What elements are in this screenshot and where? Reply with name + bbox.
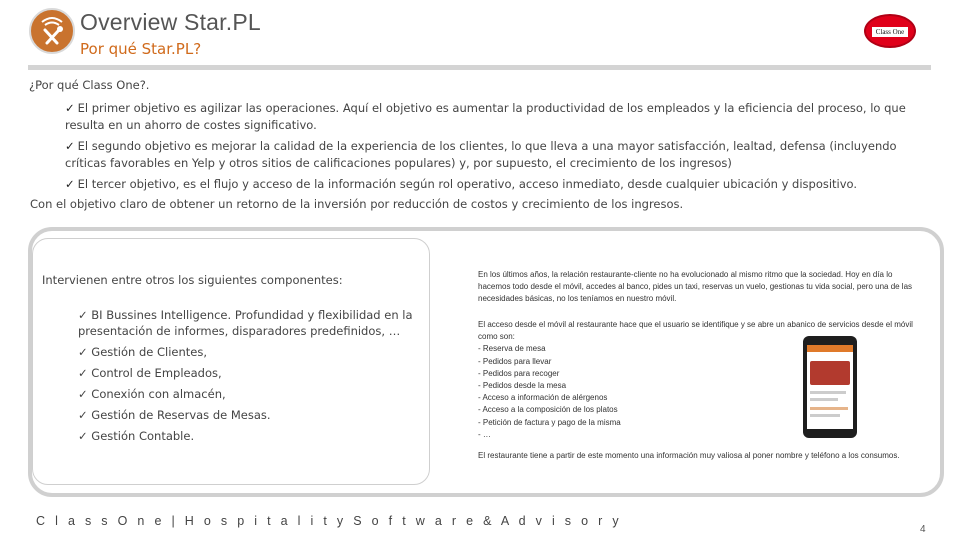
checkmark-icon: ✓ bbox=[65, 177, 75, 192]
service-item: - Pedidos desde la mesa bbox=[478, 381, 567, 391]
starpl-logo-icon bbox=[29, 8, 75, 54]
component-item: ✓ BI Bussines Intelligence. Profundidad y flexibilidad en la presentación de informes, disparadores predefinidos, … bbox=[78, 308, 413, 338]
objective-item: ✓ El primer objetivo es agilizar las operaciones. Aquí el objetivo es aumentar la productividad de los empleados y la eficiencia del proceso, lo que resulta en un ahorro de costes significativo. bbox=[65, 101, 906, 132]
food-image bbox=[810, 361, 850, 385]
market-paragraph: En los últimos años, la relación restaurante-cliente no ha evolucionado al mismo ritmo que la sociedad. Hoy en día lo hacemos todo desde el móvil, accedes al banco, pides un taxi, reservas un vuelo, gestionas tu vida social, pero una de las necesidades básicas, no los teníamos en nuestro móvil. bbox=[478, 270, 913, 304]
page-number: 4 bbox=[920, 524, 926, 535]
app-text-line bbox=[810, 391, 846, 394]
app-text-line bbox=[810, 398, 838, 401]
service-item: - Acceso a información de alérgenos bbox=[478, 393, 608, 403]
components-intro: Intervienen entre otros los siguientes componentes: bbox=[42, 273, 343, 287]
checkmark-icon: ✓ bbox=[78, 308, 92, 322]
component-item: ✓ Conexión con almacén, bbox=[78, 387, 226, 401]
component-item: ✓ Gestión Contable. bbox=[78, 429, 195, 443]
checkmark-icon: ✓ bbox=[78, 366, 92, 380]
service-item: - Acceso a la composición de los platos bbox=[478, 405, 618, 415]
header-divider bbox=[28, 65, 931, 70]
objectives-list bbox=[65, 100, 933, 197]
service-item: - Pedidos para recoger bbox=[478, 368, 560, 378]
intro-conclusion: Con el objetivo claro de obtener un retorno de la inversión por reducción de costos y crecimiento de los ingresos. bbox=[30, 197, 684, 211]
checkmark-icon: ✓ bbox=[78, 429, 92, 443]
checkmark-icon: ✓ bbox=[78, 387, 92, 401]
checkmark-icon: ✓ bbox=[65, 139, 75, 154]
service-item: - … bbox=[478, 429, 491, 439]
app-text-line bbox=[810, 414, 840, 417]
service-item: - Petición de factura y pago de la misma bbox=[478, 417, 621, 427]
service-item: - Reserva de mesa bbox=[478, 344, 546, 354]
page-title: Overview Star.PL bbox=[80, 9, 261, 35]
value-paragraph: El restaurante tiene a partir de este momento una información muy valiosa al poner nombre y teléfono a los consumos. bbox=[478, 451, 900, 460]
class-one-logo-text: Class One bbox=[872, 27, 908, 37]
phone-screen bbox=[807, 345, 853, 429]
class-one-logo bbox=[864, 14, 916, 48]
service-item: - Pedidos para llevar bbox=[478, 356, 552, 366]
component-item: ✓ Control de Empleados, bbox=[78, 366, 222, 380]
checkmark-icon: ✓ bbox=[65, 101, 75, 115]
objective-item: ✓ El tercer objetivo, es el flujo y acceso de la información según rol operativo, acceso inmediato, desde cualquier ubicación y dispositivo. bbox=[65, 177, 858, 192]
checkmark-icon: ✓ bbox=[78, 408, 92, 422]
services-intro: El acceso desde el móvil al restaurante hace que el usuario se identifique y se abre un abanico de servicios desde el móvil como son: bbox=[478, 320, 913, 342]
page-subtitle: Por qué Star.PL? bbox=[80, 40, 202, 58]
footer-text: C l a s s O n e | H o s p i t a l i t y S o f t w a r e & A d v i s o r y bbox=[36, 514, 622, 528]
components-list bbox=[78, 307, 418, 449]
app-header-bar bbox=[807, 345, 853, 352]
app-text-line bbox=[810, 407, 848, 410]
objective-item: ✓ El segundo objetivo es mejorar la calidad de la experiencia de los clientes, lo que lleva a una mayor satisfacción, lealtad, defensa (incluyendo críticas favorables en Yelp y otros sitios de calificaciones populares) y, por supuesto, el crecimiento de los ingresos) bbox=[65, 139, 897, 170]
component-item: ✓ Gestión de Clientes, bbox=[78, 345, 208, 359]
intro-question: ¿Por qué Class One?. bbox=[29, 78, 150, 92]
checkmark-icon: ✓ bbox=[78, 345, 92, 359]
component-item: ✓ Gestión de Reservas de Mesas. bbox=[78, 408, 271, 422]
smartphone-icon bbox=[803, 336, 857, 438]
